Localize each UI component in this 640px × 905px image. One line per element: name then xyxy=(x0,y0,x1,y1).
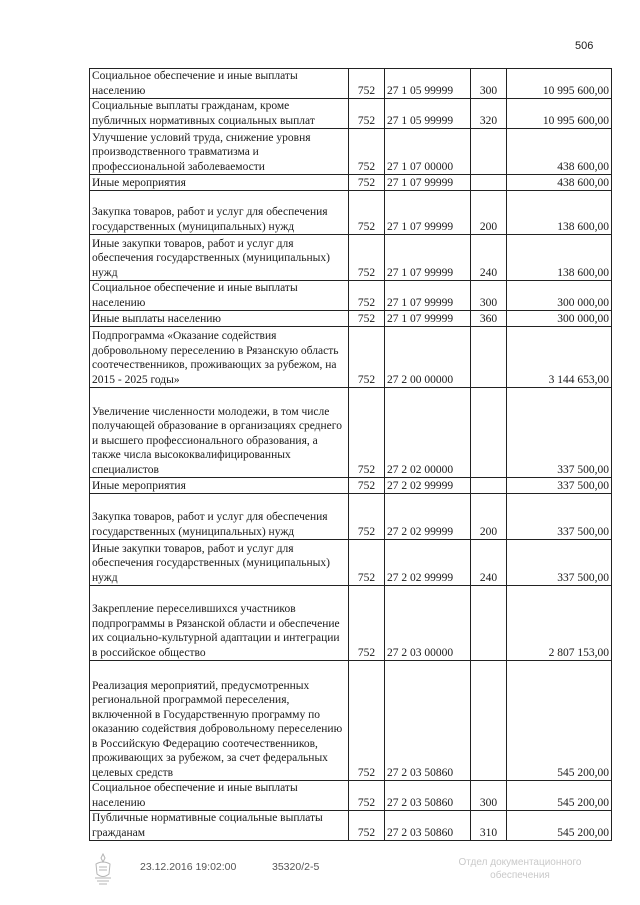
row-amount: 300 000,00 xyxy=(507,281,612,311)
row-ministry: 752 xyxy=(349,191,385,235)
table-row xyxy=(90,661,612,781)
row-target: 27 1 07 99999 xyxy=(385,281,471,311)
row-ministry: 752 xyxy=(349,281,385,311)
row-kind: 240 xyxy=(471,540,507,586)
row-ministry: 752 xyxy=(349,235,385,281)
row-name: Иные мероприятия xyxy=(90,478,349,494)
row-amount: 438 600,00 xyxy=(507,175,612,191)
table-row xyxy=(90,540,612,586)
row-name: Иные закупки товаров, работ и услуг для обеспечения государственных (муниципальных) нужд xyxy=(90,540,349,586)
row-target: 27 2 02 00000 xyxy=(385,388,471,478)
table-row xyxy=(90,586,612,661)
row-kind: 300 xyxy=(471,69,507,99)
row-target: 27 1 05 99999 xyxy=(385,99,471,129)
row-name: Иные мероприятия xyxy=(90,175,349,191)
row-kind: 300 xyxy=(471,781,507,811)
table-row xyxy=(90,191,612,235)
row-name: Подпрограмма «Оказание содействия добровольному переселению в Рязанскую область соотечественников, проживающих за рубежом, на 2015 - 2025 годы» xyxy=(90,327,349,388)
row-amount: 3 144 653,00 xyxy=(507,327,612,388)
row-name: Социальное обеспечение и иные выплаты населению xyxy=(90,281,349,311)
row-ministry: 752 xyxy=(349,494,385,540)
row-amount: 438 600,00 xyxy=(507,129,612,175)
row-ministry: 752 xyxy=(349,327,385,388)
row-target: 27 1 07 00000 xyxy=(385,129,471,175)
row-ministry: 752 xyxy=(349,478,385,494)
row-amount: 545 200,00 xyxy=(507,661,612,781)
row-name: Закрепление переселившихся участников подпрограммы в Рязанской области и обеспечение их социально-культурной адаптации и интеграции в российское общество xyxy=(90,586,349,661)
row-amount: 337 500,00 xyxy=(507,540,612,586)
row-amount: 138 600,00 xyxy=(507,235,612,281)
table-row xyxy=(90,478,612,494)
table-row xyxy=(90,311,612,327)
row-kind xyxy=(471,586,507,661)
row-name: Социальное обеспечение и иные выплаты населению xyxy=(90,781,349,811)
row-ministry: 752 xyxy=(349,388,385,478)
row-amount: 337 500,00 xyxy=(507,494,612,540)
table-row xyxy=(90,388,612,478)
row-ministry: 752 xyxy=(349,811,385,841)
row-ministry: 752 xyxy=(349,540,385,586)
table-row xyxy=(90,327,612,388)
table-row xyxy=(90,781,612,811)
row-amount: 138 600,00 xyxy=(507,191,612,235)
row-target: 27 2 00 00000 xyxy=(385,327,471,388)
row-name: Социальное обеспечение и иные выплаты населению xyxy=(90,69,349,99)
row-kind xyxy=(471,388,507,478)
row-ministry: 752 xyxy=(349,781,385,811)
row-amount: 337 500,00 xyxy=(507,388,612,478)
row-kind xyxy=(471,661,507,781)
row-target: 27 1 07 99999 xyxy=(385,311,471,327)
table-row xyxy=(90,69,612,99)
row-kind xyxy=(471,129,507,175)
table-row xyxy=(90,99,612,129)
row-ministry: 752 xyxy=(349,129,385,175)
table-row xyxy=(90,175,612,191)
row-ministry: 752 xyxy=(349,69,385,99)
page-number: 506 xyxy=(575,40,594,52)
row-ministry: 752 xyxy=(349,175,385,191)
row-target: 27 2 02 99999 xyxy=(385,540,471,586)
table-row xyxy=(90,281,612,311)
row-ministry: 752 xyxy=(349,661,385,781)
watermark-text: Отдел документационного обеспечения xyxy=(458,857,582,881)
row-amount: 545 200,00 xyxy=(507,811,612,841)
row-amount: 337 500,00 xyxy=(507,478,612,494)
row-name: Закупка товаров, работ и услуг для обеспечения государственных (муниципальных) нужд xyxy=(90,494,349,540)
row-kind xyxy=(471,175,507,191)
row-kind: 360 xyxy=(471,311,507,327)
row-name: Иные закупки товаров, работ и услуг для обеспечения государственных (муниципальных) нужд xyxy=(90,235,349,281)
row-kind: 320 xyxy=(471,99,507,129)
row-target: 27 1 07 99999 xyxy=(385,191,471,235)
row-target: 27 2 02 99999 xyxy=(385,494,471,540)
row-kind xyxy=(471,327,507,388)
row-target: 27 1 05 99999 xyxy=(385,69,471,99)
table-row xyxy=(90,235,612,281)
row-kind: 200 xyxy=(471,191,507,235)
row-target: 27 1 07 99999 xyxy=(385,175,471,191)
row-kind: 200 xyxy=(471,494,507,540)
row-ministry: 752 xyxy=(349,99,385,129)
row-name: Публичные нормативные социальные выплаты гражданам xyxy=(90,811,349,841)
row-target: 27 2 03 50860 xyxy=(385,781,471,811)
row-name: Улучшение условий труда, снижение уровня производственного травматизма и профессиональной заболеваемости xyxy=(90,129,349,175)
row-amount: 10 995 600,00 xyxy=(507,99,612,129)
row-name: Увеличение численности молодежи, в том числе получающей образование в организациях среднего и высшего профессионального образования, а также числа высококвалифицированных специалистов xyxy=(90,388,349,478)
row-target: 27 2 03 50860 xyxy=(385,811,471,841)
row-target: 27 2 03 50860 xyxy=(385,661,471,781)
row-target: 27 1 07 99999 xyxy=(385,235,471,281)
row-target: 27 2 03 00000 xyxy=(385,586,471,661)
row-amount: 2 807 153,00 xyxy=(507,586,612,661)
row-kind: 240 xyxy=(471,235,507,281)
footer-doc-number: 35320/2-5 xyxy=(272,861,320,873)
budget-table xyxy=(89,68,612,841)
table-row xyxy=(90,811,612,841)
row-amount: 300 000,00 xyxy=(507,311,612,327)
row-name: Иные выплаты населению xyxy=(90,311,349,327)
row-kind: 310 xyxy=(471,811,507,841)
row-ministry: 752 xyxy=(349,586,385,661)
footer-date: 23.12.2016 19:02:00 xyxy=(140,861,237,873)
emblem-icon xyxy=(92,852,114,886)
row-name: Реализация мероприятий, предусмотренных региональной программой переселения, включенной в Государственную программу по оказанию содействия добровольному переселению в Российскую Федерацию соотечественников, проживающих за рубежом, за счет федеральных целевых средств xyxy=(90,661,349,781)
row-amount: 10 995 600,00 xyxy=(507,69,612,99)
table-row xyxy=(90,129,612,175)
row-kind: 300 xyxy=(471,281,507,311)
row-kind xyxy=(471,478,507,494)
budget-table-body xyxy=(90,69,612,841)
row-target: 27 2 02 99999 xyxy=(385,478,471,494)
table-row xyxy=(90,494,612,540)
row-name: Закупка товаров, работ и услуг для обеспечения государственных (муниципальных) нужд xyxy=(90,191,349,235)
row-name: Социальные выплаты гражданам, кроме публичных нормативных социальных выплат xyxy=(90,99,349,129)
row-amount: 545 200,00 xyxy=(507,781,612,811)
row-ministry: 752 xyxy=(349,311,385,327)
